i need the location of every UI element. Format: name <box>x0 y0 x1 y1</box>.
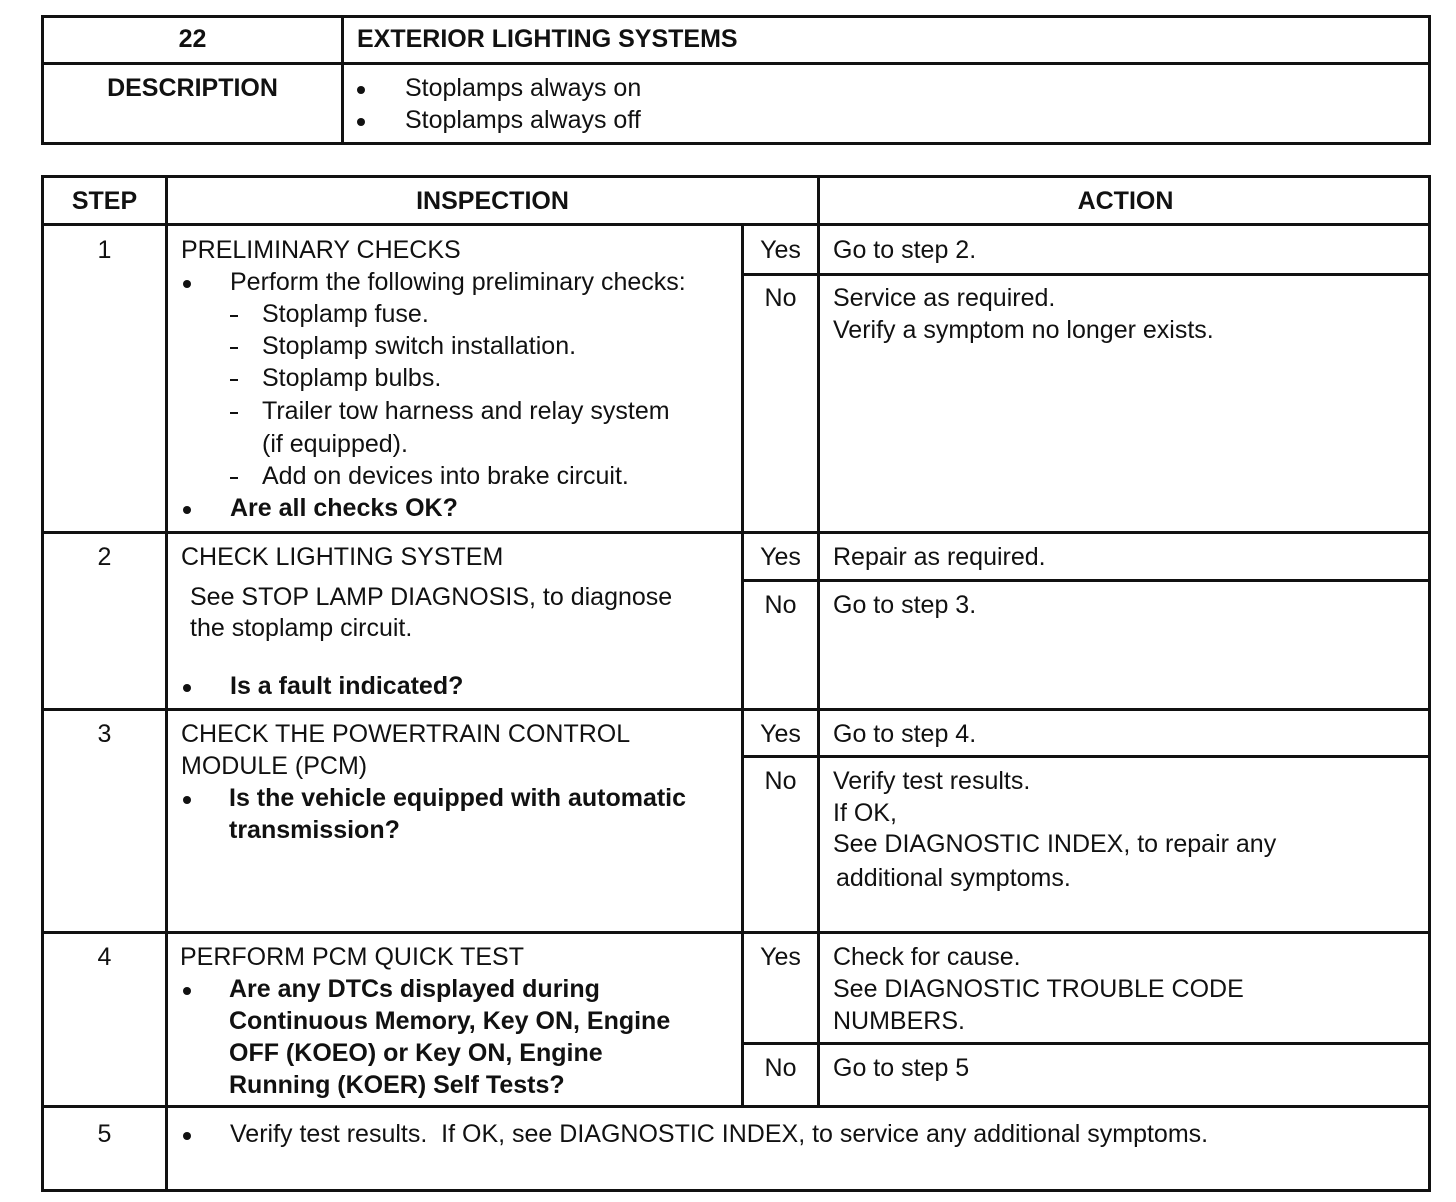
bullet-icon <box>183 796 191 804</box>
check-item-continued: (if equipped). <box>262 430 408 458</box>
no-action: Go to step 5 <box>833 1054 970 1082</box>
yes-action: Check for cause. <box>833 943 1021 971</box>
step-body: See STOP LAMP DIAGNOSIS, to diagnose <box>190 583 673 611</box>
section-number: 22 <box>178 25 207 53</box>
col-header-step: STEP <box>71 187 138 215</box>
step-question: Is a fault indicated? <box>230 672 464 700</box>
row-divider-5 <box>741 755 1431 758</box>
step-question: Are any DTCs displayed during <box>229 975 600 1003</box>
yes-label: Yes <box>760 543 801 571</box>
dash-icon <box>230 315 238 317</box>
check-item: Trailer tow harness and relay system <box>262 397 670 425</box>
row-divider-4 <box>41 708 1431 711</box>
step-number: 3 <box>97 720 112 748</box>
row-divider-6 <box>41 931 1431 934</box>
col-divider-action <box>817 175 820 1107</box>
col-divider-yesno <box>741 226 744 1107</box>
check-item: Stoplamp fuse. <box>262 300 429 328</box>
bullet-icon <box>183 1132 191 1140</box>
step-question: Are all checks OK? <box>230 494 458 522</box>
step-text: Verify test results. If OK, see DIAGNOSTIC INDEX, to service any additional symptoms. <box>230 1120 1209 1148</box>
no-action: Verify a symptom no longer exists. <box>833 316 1214 344</box>
step-question: transmission? <box>229 816 400 844</box>
row-divider-3 <box>741 579 1431 582</box>
description-item: Stoplamps always on <box>405 74 642 102</box>
no-action: Service as required. <box>833 284 1056 312</box>
step-number: 4 <box>97 943 112 971</box>
step-question: Is the vehicle equipped with automatic <box>229 784 687 812</box>
col-header-action: ACTION <box>1077 187 1174 215</box>
section-title: EXTERIOR LIGHTING SYSTEMS <box>357 25 738 53</box>
no-action: Go to step 3. <box>833 591 977 619</box>
row-divider-7 <box>741 1042 1431 1045</box>
step-question: Running (KOER) Self Tests? <box>229 1071 565 1099</box>
dash-icon <box>230 379 238 381</box>
step-title: MODULE (PCM) <box>181 752 368 780</box>
row-divider-2 <box>41 531 1431 534</box>
step-question: Continuous Memory, Key ON, Engine <box>229 1007 671 1035</box>
step-body: the stoplamp circuit. <box>190 614 413 642</box>
step-intro: Perform the following preliminary checks: <box>230 268 686 296</box>
step-question: OFF (KOEO) or Key ON, Engine <box>229 1039 603 1067</box>
yes-action: NUMBERS. <box>833 1007 965 1035</box>
yes-label: Yes <box>760 720 801 748</box>
no-label: No <box>764 591 797 619</box>
yes-label: Yes <box>760 236 801 264</box>
check-item: Add on devices into brake circuit. <box>262 462 629 490</box>
col-divider-step <box>165 175 168 1192</box>
bullet-icon <box>357 86 365 94</box>
step-title: PRELIMINARY CHECKS <box>181 236 461 264</box>
step-title: CHECK THE POWERTRAIN CONTROL <box>181 720 631 748</box>
no-label: No <box>764 284 797 312</box>
no-action: additional symptoms. <box>836 864 1071 892</box>
step-number: 5 <box>97 1120 112 1148</box>
header-divider-h <box>41 62 1431 65</box>
bullet-icon <box>183 506 191 514</box>
bullet-icon <box>183 684 191 692</box>
step-number: 2 <box>97 543 112 571</box>
yes-action: Go to step 2. <box>833 236 977 264</box>
bullet-icon <box>183 280 191 288</box>
dash-icon <box>230 347 238 349</box>
check-item: Stoplamp switch installation. <box>262 332 577 360</box>
no-label: No <box>764 767 797 795</box>
yes-action: See DIAGNOSTIC TROUBLE CODE <box>833 975 1244 1003</box>
row-divider-1 <box>741 273 1431 276</box>
col-header-inspection: INSPECTION <box>416 187 569 215</box>
header-row-divider <box>41 223 1431 226</box>
description-label: DESCRIPTION <box>107 74 278 102</box>
step-title: CHECK LIGHTING SYSTEM <box>181 543 504 571</box>
step-title: PERFORM PCM QUICK TEST <box>180 943 525 971</box>
step-number: 1 <box>97 236 112 264</box>
bullet-icon <box>357 118 365 126</box>
dash-icon <box>230 477 238 479</box>
no-action: See DIAGNOSTIC INDEX, to repair any <box>833 830 1277 858</box>
dash-icon <box>230 412 238 414</box>
no-action: If OK, <box>833 799 897 827</box>
check-item: Stoplamp bulbs. <box>262 364 442 392</box>
bullet-icon <box>183 987 191 995</box>
row-divider-8 <box>41 1105 1431 1108</box>
yes-label: Yes <box>760 943 801 971</box>
description-item: Stoplamps always off <box>405 106 641 134</box>
no-action: Verify test results. <box>833 767 1031 795</box>
no-label: No <box>764 1054 797 1082</box>
header-divider-v <box>341 15 344 145</box>
yes-action: Repair as required. <box>833 543 1046 571</box>
yes-action: Go to step 4. <box>833 720 977 748</box>
